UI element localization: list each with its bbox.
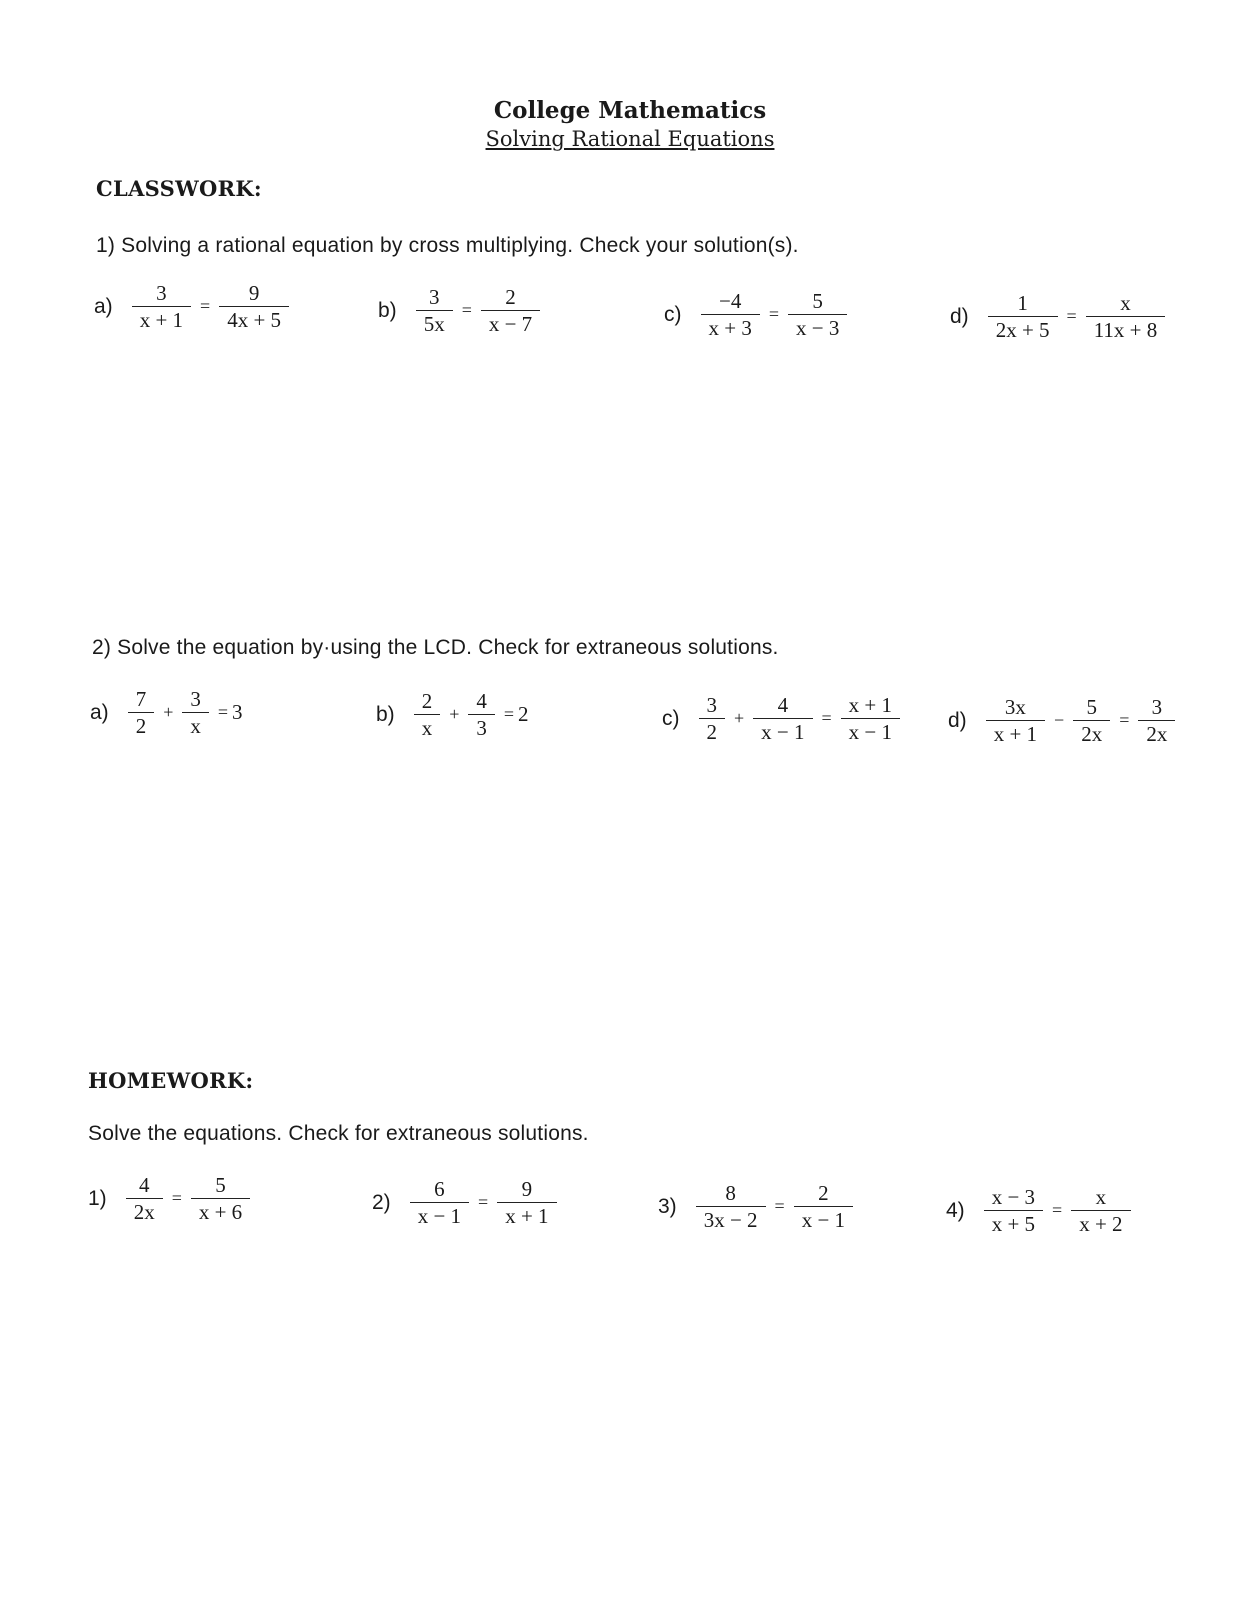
problem-label: 3) [658, 1194, 677, 1218]
fraction: $\frac{x}{x + 2}$ [1071, 1186, 1130, 1235]
problem-label: b) [378, 298, 397, 322]
equals-sign: = [1066, 306, 1077, 326]
page-subtitle: Solving Rational Equations [485, 127, 775, 151]
equals-sign: = [503, 704, 514, 724]
equation [123, 688, 243, 737]
homework-problem-1 [88, 1174, 255, 1223]
equation [127, 282, 294, 331]
fraction: $\frac{9}{4x + 5}$ [219, 282, 289, 331]
equation [411, 286, 546, 335]
equals-sign: = [200, 296, 211, 316]
equals-sign: = [217, 702, 228, 722]
fraction: $\frac{3}{x}$ [182, 688, 209, 737]
homework-heading: HOMEWORK: [88, 1068, 254, 1093]
fraction: $\frac{3x}{x + 1}$ [986, 696, 1045, 745]
problem-1d [950, 292, 1170, 341]
equals-sign: = [171, 1188, 182, 1208]
plus-sign: + [163, 702, 174, 722]
equation [981, 696, 1181, 745]
equals-sign: = [774, 1196, 785, 1216]
fraction: $\frac{3}{2x}$ [1138, 696, 1175, 745]
fraction: $\frac{1}{2x + 5}$ [988, 292, 1058, 341]
problem-label: d) [950, 304, 969, 328]
equation [405, 1178, 562, 1227]
equation [979, 1186, 1136, 1235]
problem-label: 2) [372, 1190, 391, 1214]
fraction: $\frac{4}{2x}$ [126, 1174, 163, 1223]
problem-label: c) [662, 706, 680, 730]
fraction: $\frac{2}{x - 1}$ [794, 1182, 853, 1231]
page-title: College Mathematics [493, 97, 767, 124]
equation [696, 290, 853, 339]
homework-problem-2 [372, 1178, 562, 1227]
fraction: $\frac{5}{x + 6}$ [191, 1174, 250, 1223]
equation [694, 694, 906, 743]
problem-label: c) [664, 302, 682, 326]
fraction: $\frac{-4}{x + 3}$ [701, 290, 760, 339]
equation [121, 1174, 256, 1223]
problem-label: b) [376, 702, 395, 726]
problem-label: 1) [88, 1186, 107, 1210]
fraction: $\frac{x + 1}{x - 1}$ [841, 694, 900, 743]
fraction: $\frac{7}{2}$ [128, 688, 155, 737]
equals-sign: = [1052, 1200, 1063, 1220]
equation [983, 292, 1171, 341]
equals-sign: = [461, 300, 472, 320]
equals-sign: = [821, 708, 832, 728]
problem-label: 4) [946, 1198, 965, 1222]
fraction: $\frac{4}{3}$ [468, 690, 495, 739]
problem-label: d) [948, 708, 967, 732]
part1-instruction: 1) Solving a rational equation by cross multiplying. Check your solution(s). [96, 234, 799, 257]
fraction: $\frac{x - 3}{x + 5}$ [984, 1186, 1043, 1235]
page-header [0, 97, 1236, 153]
problem-label: a) [94, 294, 113, 318]
equation [691, 1182, 858, 1231]
fraction: $\frac{9}{x + 1}$ [497, 1178, 556, 1227]
homework-problem-4 [946, 1186, 1136, 1235]
problem-label: a) [90, 700, 109, 724]
fraction: $\frac{x}{11x + 8}$ [1086, 292, 1166, 341]
fraction: $\frac{2}{x - 7}$ [481, 286, 540, 335]
plus-sign: + [449, 704, 460, 724]
rhs-value: 2 [518, 702, 529, 726]
fraction: $\frac{4}{x - 1}$ [753, 694, 812, 743]
fraction: $\frac{5}{x - 3}$ [788, 290, 847, 339]
minus-sign: − [1054, 710, 1065, 730]
part2-instruction: 2) Solve the equation by·using the LCD. Check for extraneous solutions. [92, 636, 779, 659]
equation [409, 690, 529, 739]
plus-sign: + [734, 708, 745, 728]
homework-problem-3 [658, 1182, 858, 1231]
problem-2a [90, 688, 243, 737]
fraction: $\frac{8}{3x - 2}$ [696, 1182, 766, 1231]
classwork-heading: CLASSWORK: [96, 176, 262, 201]
fraction: $\frac{3}{2}$ [699, 694, 726, 743]
problem-2d [948, 696, 1180, 745]
problem-2c [662, 694, 905, 743]
problem-1a [94, 282, 294, 331]
fraction: $\frac{2}{x}$ [414, 690, 441, 739]
problem-1b [378, 286, 545, 335]
rhs-value: 3 [232, 700, 243, 724]
homework-instruction: Solve the equations. Check for extraneous solutions. [88, 1122, 589, 1145]
fraction: $\frac{5}{2x}$ [1073, 696, 1110, 745]
equals-sign: = [1119, 710, 1130, 730]
fraction: $\frac{3}{x + 1}$ [132, 282, 191, 331]
problem-2b [376, 690, 529, 739]
equals-sign: = [478, 1192, 489, 1212]
problem-1c [664, 290, 852, 339]
fraction: $\frac{3}{5x}$ [416, 286, 453, 335]
equals-sign: = [768, 304, 779, 324]
fraction: $\frac{6}{x - 1}$ [410, 1178, 469, 1227]
